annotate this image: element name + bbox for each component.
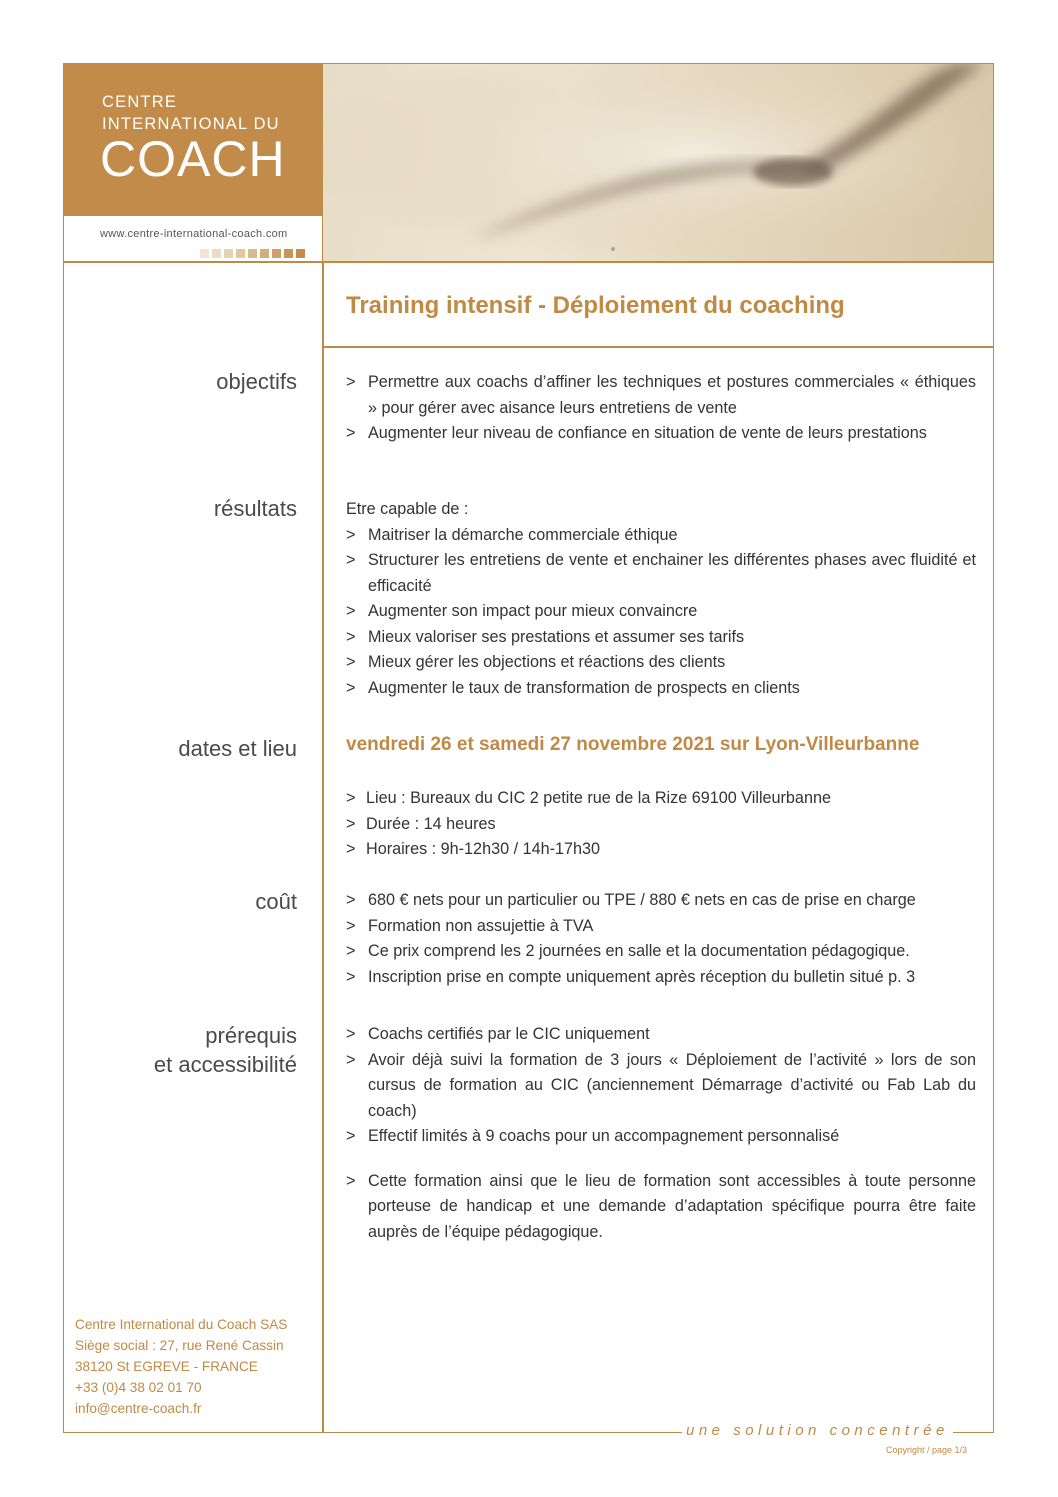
slogan: une solution concentrée xyxy=(682,1422,953,1439)
company-footer xyxy=(75,1314,287,1419)
section-label-dates: dates et lieu xyxy=(178,736,297,761)
footer-address1: Siège social : 27, rue René Cassin xyxy=(75,1338,284,1353)
list-item: > 680 € nets pour un particulier ou TPE / 880 € nets en cas de prise en charge xyxy=(346,888,976,914)
page-title: Training intensif - Déploiement du coaching xyxy=(346,292,845,319)
logo-line-coach: COACH xyxy=(100,131,286,187)
title-divider xyxy=(322,346,994,348)
list-item: > Lieu : Bureaux du CIC 2 petite rue de la Rize 69100 Villeurbanne xyxy=(346,786,976,812)
copyright: Copyright / page 1/3 xyxy=(886,1445,968,1455)
dates-headline: vendredi 26 et samedi 27 novembre 2021 sur Lyon-Villeurbanne xyxy=(346,734,920,755)
label-prerequis-line2: et accessibilité xyxy=(153,1052,297,1077)
list-item: > Effectif limités à 9 coachs pour un accompagnement personnalisé xyxy=(346,1124,976,1150)
section-label-objectifs: objectifs xyxy=(216,369,297,394)
section-label-cout: coût xyxy=(255,889,297,914)
list-item: > Avoir déjà suivi la formation de 3 jours « Déploiement de l’activité » lors de son cursus de formation au CIC (anciennement Démarrage d’activité ou Fab Lab du coach) xyxy=(346,1048,976,1125)
list-item: > Augmenter son impact pour mieux convaincre xyxy=(346,599,976,625)
footer-address2: 38120 St EGREVE - FRANCE xyxy=(75,1359,258,1374)
list-item: > Formation non assujettie à TVA xyxy=(346,914,976,940)
logo-line-centre: CENTRE xyxy=(102,93,178,111)
list-item: > Maitriser la démarche commerciale éthique xyxy=(346,523,976,549)
logo-line-international: INTERNATIONAL DU xyxy=(102,115,280,133)
bird-illustration xyxy=(323,64,993,261)
header-photo-bird xyxy=(323,64,993,261)
list-item: > Augmenter leur niveau de confiance en situation de vente de leurs prestations xyxy=(346,421,976,447)
section-label-resultats: résultats xyxy=(213,496,297,521)
label-prerequis-line1: prérequis xyxy=(205,1023,297,1048)
cout-list xyxy=(346,888,976,990)
list-item: > Inscription prise en compte uniquement après réception du bulletin situé p. 3 xyxy=(346,965,976,991)
list-item: > Horaires : 9h-12h30 / 14h-17h30 xyxy=(346,837,976,863)
list-item: > Ce prix comprend les 2 journées en salle et la documentation pédagogique. xyxy=(346,939,976,965)
list-item: > Mieux valoriser ses prestations et assumer ses tarifs xyxy=(346,625,976,651)
header-divider-left xyxy=(63,261,323,263)
resultats-list xyxy=(346,497,976,701)
list-item: > Mieux gérer les objections et réactions des clients xyxy=(346,650,976,676)
website-link[interactable]: www.centre-international-coach.com xyxy=(100,228,288,240)
list-item: > Permettre aux coachs d’affiner les techniques et postures commerciales « éthiques » pour gérer avec aisance leurs entretiens de vente xyxy=(346,370,976,421)
list-item: > Augmenter le taux de transformation de prospects en clients xyxy=(346,676,976,702)
header-divider-right xyxy=(322,261,994,263)
accessibility-note: > Cette formation ainsi que le lieu de formation sont accessibles à toute personne porteuse de handicap et une demande d’adaptation spécifique pourra être faite auprès de l’équipe pédagogique. xyxy=(346,1169,976,1246)
objectifs-list xyxy=(346,370,976,447)
resultats-intro: Etre capable de : xyxy=(346,500,469,518)
list-item: > Durée : 14 heures xyxy=(346,812,976,838)
column-divider xyxy=(322,63,324,1433)
decorative-squares xyxy=(200,249,305,258)
list-item: > Coachs certifiés par le CIC uniquement xyxy=(346,1022,976,1048)
section-label-prerequis xyxy=(154,1021,297,1079)
dates-list xyxy=(346,786,976,863)
prerequis-list xyxy=(346,1022,976,1245)
footer-email[interactable]: info@centre-coach.fr xyxy=(75,1401,202,1416)
footer-phone: +33 (0)4 38 02 01 70 xyxy=(75,1380,202,1395)
footer-company: Centre International du Coach SAS xyxy=(75,1317,288,1332)
logo xyxy=(64,64,322,216)
list-item: > Structurer les entretiens de vente et enchainer les différentes phases avec fluidité et efficacité xyxy=(346,548,976,599)
